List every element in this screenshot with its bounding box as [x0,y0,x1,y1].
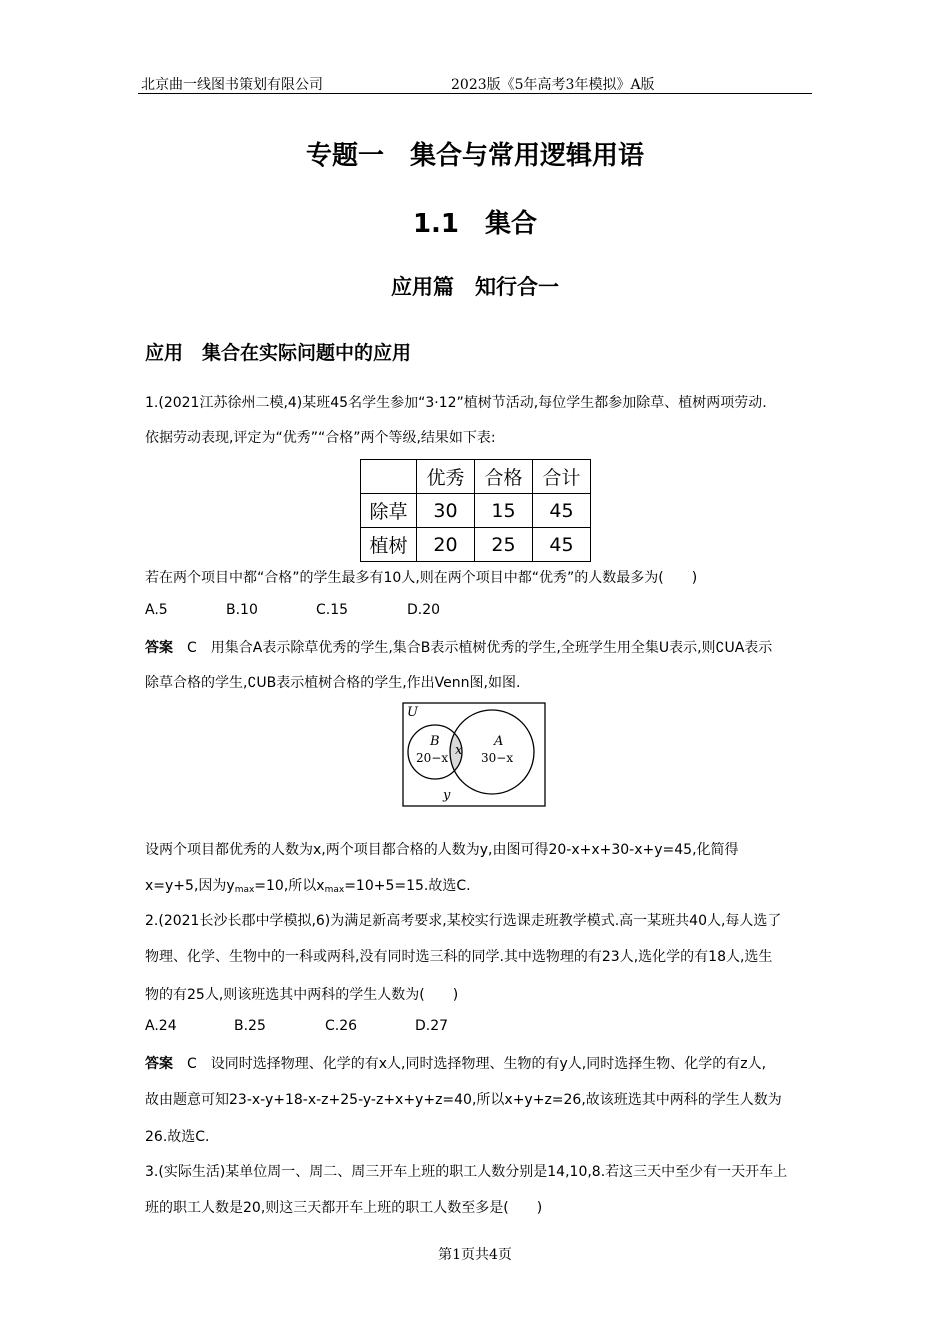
solution-text: x=y+5,因为y [145,878,235,894]
q1-answer-line1 [145,637,772,657]
venn-label-a: A [494,734,504,749]
option-a: A.24 [145,1018,177,1034]
header-book-title: 2023版《5年高考3年模拟》A版 [451,77,655,93]
table-cell: 25 [475,528,533,562]
subscript-max: max [324,885,345,895]
option-c: C.15 [316,602,349,618]
table-cell: 15 [475,494,533,528]
q3-line2: 班的职工人数是20,则这三天都开车上班的职工人数至多是( ) [145,1200,543,1216]
table-cell: 45 [533,528,591,562]
solution-text: =10,所以x [254,878,325,894]
q2-answer-line2: 故由题意可知23-x-y+18-x-z+25-y-z+x+y+z=40,所以x+y+z=26,故该班选其中两科的学生人数为 [145,1092,782,1108]
option-d: D.27 [415,1018,449,1034]
chapter-title: 应用篇 知行合一 [391,275,559,299]
table-row [361,494,591,528]
subscript-max: max [234,885,255,895]
q1-line2: 依据劳动表现,评定为“优秀”“合格”两个等级,结果如下表: [145,430,496,446]
q1-answer-line2: 除草合格的学生,∁UB表示植树合格的学生,作出Venn图,如图. [145,675,521,691]
venn-label-u: U [407,705,418,720]
solution-text: =10+5=15.故选C. [344,878,471,894]
table-header-cell: 合计 [533,460,591,494]
q1-options [145,602,440,618]
q2-line2: 物理、化学、生物中的一科或两科,没有同时选三科的同学.其中选物理的有23人,选化学的有18人,选生 [145,949,773,965]
table-header-cell: 优秀 [417,460,475,494]
venn-expr-a: 30−x [481,751,514,765]
option-d: D.20 [407,602,441,618]
option-b: B.25 [234,1018,266,1034]
table-cell: 植树 [361,528,417,562]
table-header-cell [361,460,417,494]
table-cell: 45 [533,494,591,528]
topic-title: 专题一 集合与常用逻辑用语 [305,141,644,171]
venn-expr-b: 20−x [416,751,449,765]
venn-label-y: y [443,788,451,803]
q2-line3: 物的有25人,则该班选其中两科的学生人数为( ) [145,987,459,1003]
q1-line3: 若在两个项目中都“合格”的学生最多有10人,则在两个项目中都“优秀”的人数最多为( ) [145,570,698,586]
answer-text: C 用集合A表示除草优秀的学生,集合B表示植树优秀的学生,全班学生用全集U表示,则∁UA表示 [173,640,773,656]
table-cell: 除草 [361,494,417,528]
q1-line1: 1.(2021江苏徐州二模,4)某班45名学生参加“3·12”植树节活动,每位学生都参加除草、植树两项劳动. [145,395,767,411]
q2-answer-line3: 26.故选C. [145,1129,210,1145]
option-a: A.5 [145,602,168,618]
q3-line1: 3.(实际生活)某单位周一、周二、周三开车上班的职工人数分别是14,10,8.若这三天中至少有一天开车上 [145,1164,788,1180]
section-title: 1.1 集合 [412,209,538,239]
option-b: B.10 [226,602,258,618]
answer-text: C 设同时选择物理、化学的有x人,同时选择物理、生物的有y人,同时选择生物、化学的有z人, [173,1056,767,1072]
table-header-cell: 合格 [475,460,533,494]
section-heading: 应用 集合在实际问题中的应用 [145,342,412,364]
page-footer: 第1页共4页 [438,1247,512,1263]
venn-diagram [402,702,547,808]
venn-label-b: B [430,734,440,749]
table-row [361,528,591,562]
q2-options [145,1018,448,1034]
answer-label: 答案 [145,640,173,656]
table-cell: 30 [417,494,475,528]
header-publisher: 北京曲一线图书策划有限公司 [141,77,323,93]
venn-label-x: x [455,743,463,758]
table-header-row [361,460,591,494]
header-divider [138,93,812,94]
answer-label: 答案 [145,1056,173,1072]
q2-line1: 2.(2021长沙长郡中学模拟,6)为满足新高考要求,某校实行选课走班教学模式.高一某班共40人,每人选了 [145,913,782,929]
q1-solution-line1: 设两个项目都优秀的人数为x,两个项目都合格的人数为y,由图可得20-x+x+30-x+y=45,化简得 [145,842,739,858]
q1-solution-line2 [145,875,471,895]
option-c: C.26 [325,1018,358,1034]
q2-answer-line1 [145,1053,766,1073]
table-cell: 20 [417,528,475,562]
score-table [360,459,591,562]
